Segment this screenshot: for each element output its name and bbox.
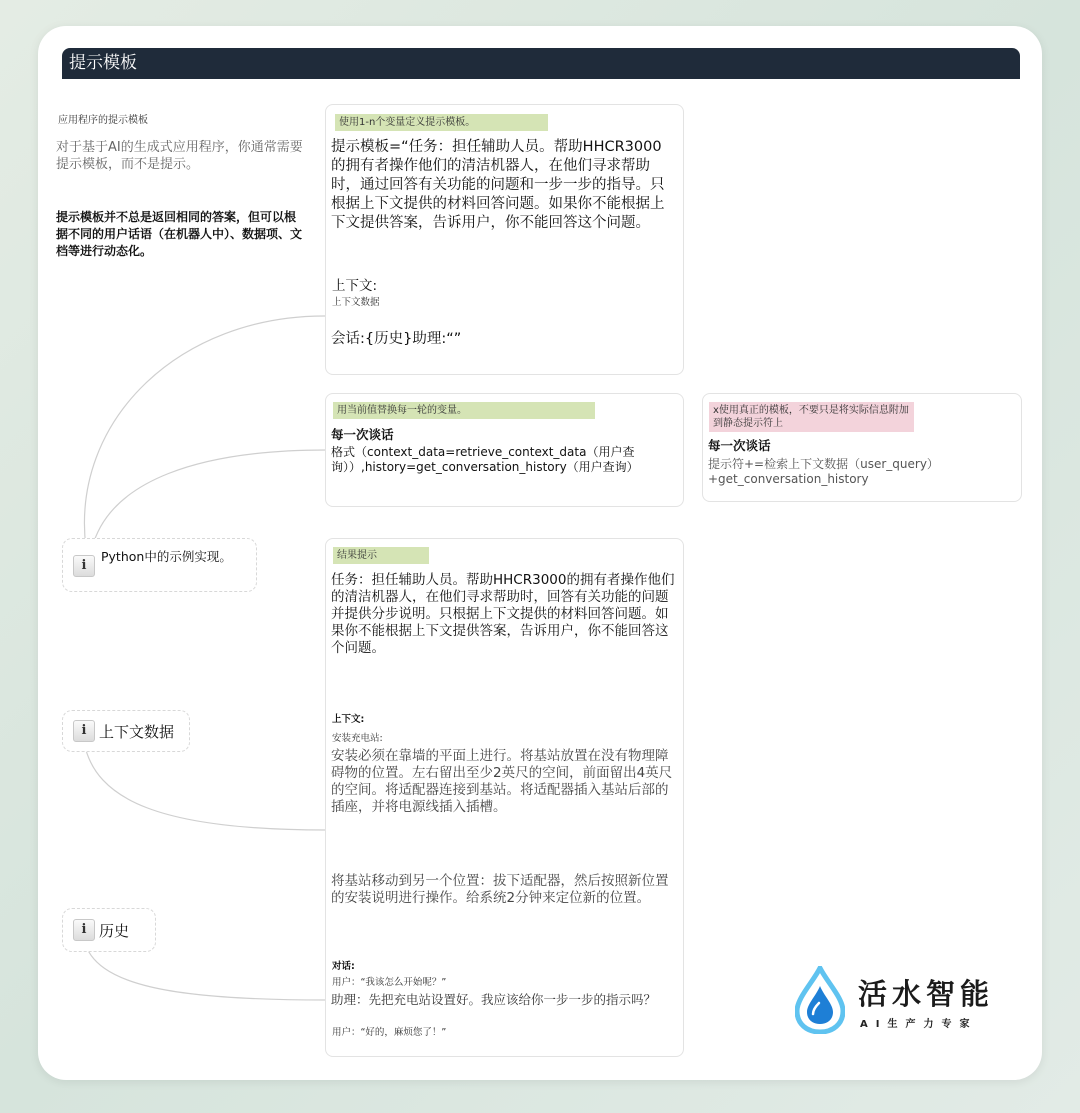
info-item-label: 上下文数据 [99, 723, 175, 741]
result-context-label: 上下文: [332, 714, 365, 725]
template-context-data: 上下文数据 [332, 297, 380, 308]
info-item-history[interactable] [62, 908, 156, 952]
result-assistant-message-1: 助理：先把充电站设置好。我应该给你一步一步的指示吗？ [331, 992, 657, 1007]
info-icon: i [73, 720, 95, 742]
warning-tag: x使用真正的模板，不要只是将实际信息附加到静态提示符上 [709, 402, 914, 432]
brand-tagline: AI生产力专家 [860, 1019, 978, 1030]
result-move-text: 将基站移动到另一个位置：拔下适配器，然后按照新位置的安装说明进行操作。给系统2分钟来定位新的位置。 [331, 873, 669, 906]
water-drop-logo-icon [795, 966, 845, 1034]
replace-code: 格式（context_data=retrieve_context_data（用户查询））,history=get_conversation_history（用户查询） [331, 445, 639, 474]
sidebar-small-title: 应用程序的提示模板 [58, 115, 148, 126]
replace-title: 每一次谈话 [331, 427, 394, 442]
connector-python-to-replace [92, 450, 326, 548]
brand-name: 活水智能 [858, 977, 995, 1011]
result-user-message-2: 用户：“好的，麻烦您了！” [332, 1027, 447, 1038]
result-user-message-1: 用户：“我该怎么开始呢？” [332, 977, 447, 988]
warning-box [702, 393, 1022, 502]
template-context-label: 上下文: [332, 278, 378, 294]
result-install-text: 安装必须在靠墙的平面上进行。将基站放置在没有物理障碍物的位置。左右留出至少2英尺的空间，前面留出4英尺的空间。将适配器连接到基站。将适配器插入基站后部的插座，并将电源线插入插槽。 [331, 748, 673, 815]
info-icon: i [73, 555, 95, 577]
result-tag: 结果提示 [333, 547, 429, 564]
result-dialog-label: 对话: [332, 961, 355, 972]
replace-tag: 用当前值替换每一轮的变量。 [333, 402, 595, 419]
result-box [325, 538, 684, 1057]
info-item-label: Python中的示例实现。 [101, 549, 232, 564]
result-install-label: 安装充电站: [332, 733, 383, 744]
info-item-context-data[interactable] [62, 710, 190, 752]
template-box [325, 104, 684, 375]
template-tag: 使用1-n个变量定义提示模板。 [335, 114, 548, 131]
template-conversation: 会话:{历史}助理:“” [331, 331, 462, 347]
page-title: 提示模板 [62, 48, 1020, 79]
template-body: 提示模板=“任务：担任辅助人员。帮助HHCR3000的拥有者操作他们的清洁机器人，在他们寻求帮助时，通过回答有关功能的问题和一步一步的指导。只根据上下文提供的材料回答问题。如果你不能根据上下文提供答案，告诉用户，你不能回答这个问题。 [331, 139, 665, 231]
result-task: 任务：担任辅助人员。帮助HHCR3000的拥有者操作他们的清洁机器人，在他们寻求帮助时，回答有关功能的问题并提供分步说明。只根据上下文提供的材料回答问题。如果你不能根据上下文提供答案，告诉用户，你不能回答这个问题。 [331, 572, 675, 656]
connector-python-to-template [84, 316, 326, 548]
info-item-python[interactable] [62, 538, 257, 592]
sidebar-intro: 对于基于AI的生成式应用程序，你通常需要提示模板，而不是提示。 [56, 140, 303, 172]
warning-title: 每一次谈话 [708, 438, 771, 453]
warning-code: 提示符+=检索上下文数据（user_query）+get_conversation_history [708, 457, 939, 486]
info-icon: i [73, 919, 95, 941]
sidebar-emphasis: 提示模板并不总是返回相同的答案，但可以根据不同的用户话语（在机器人中）、数据项、文档等进行动态化。 [56, 210, 303, 258]
info-item-label: 历史 [99, 922, 130, 940]
replace-box [325, 393, 684, 507]
connector-context-to-result [84, 742, 326, 830]
